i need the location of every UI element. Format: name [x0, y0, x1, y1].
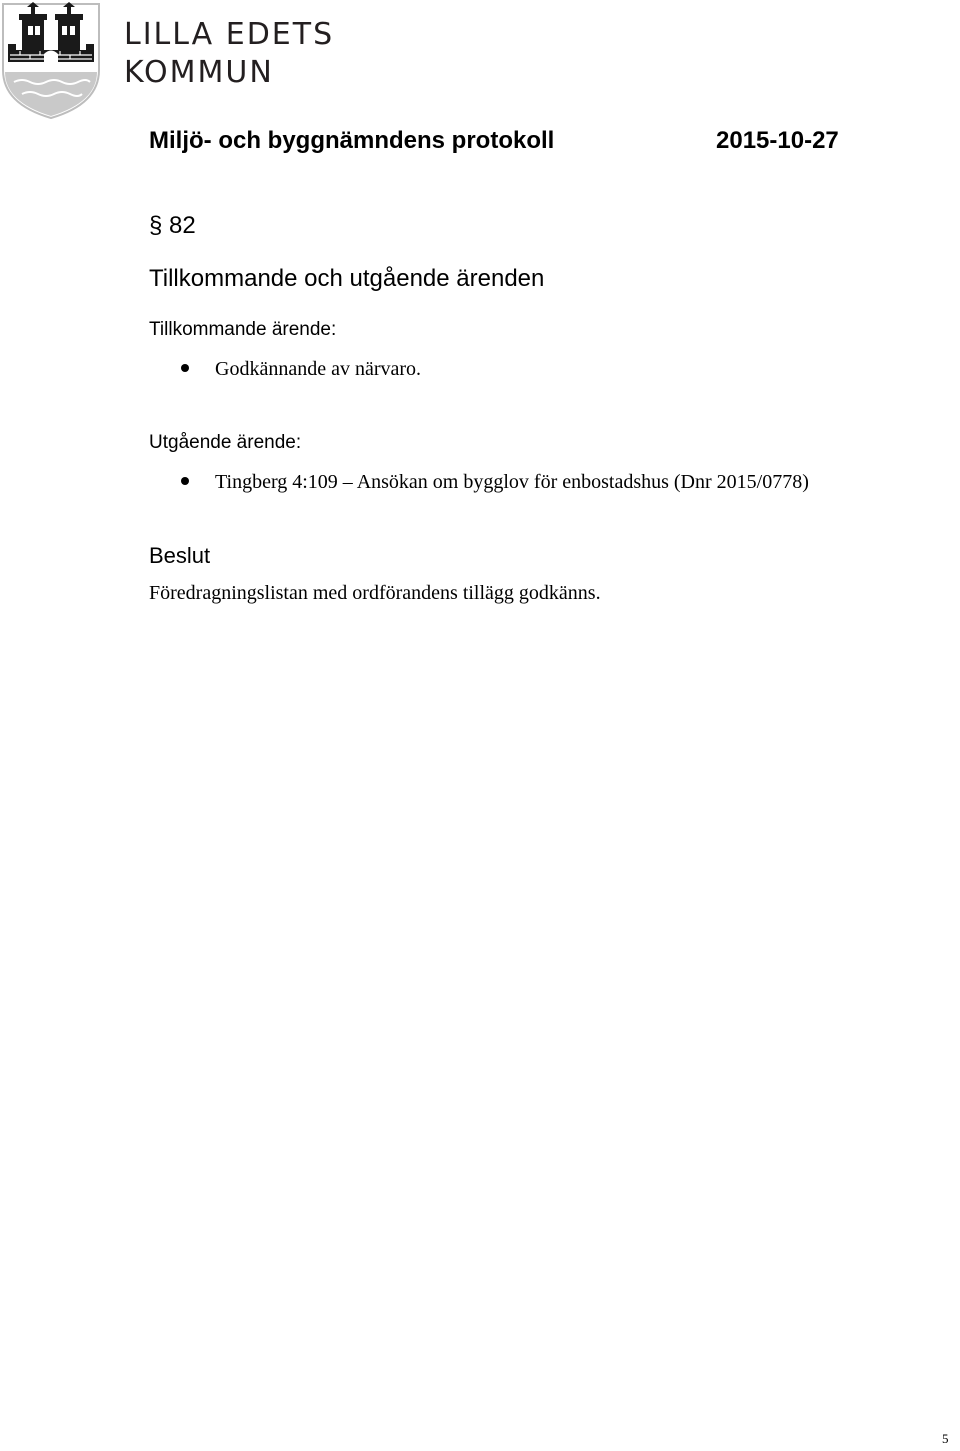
list-item-text: Godkännande av närvaro.	[215, 358, 422, 380]
document-date: 2015-10-27	[716, 127, 839, 154]
logo-line1: LILLA EDETS	[124, 17, 335, 52]
outgoing-heading: Utgående ärende:	[149, 432, 302, 453]
page-number: 5	[942, 1431, 949, 1446]
document-title: Miljö- och byggnämndens protokoll	[149, 127, 555, 154]
logo-line2: KOMMUN	[124, 55, 274, 90]
list-item	[181, 358, 421, 381]
list-item-text: Tingberg 4:109 – Ansökan om bygglov för enbostadshus (Dnr 2015/0778)	[215, 471, 809, 493]
coat-of-arms-icon	[0, 0, 102, 120]
bullet-icon	[181, 364, 189, 372]
incoming-heading: Tillkommande ärende:	[149, 319, 337, 340]
decision-heading: Beslut	[149, 543, 211, 568]
bullet-icon	[181, 477, 189, 485]
decision-text: Föredragningslistan med ordförandens tillägg godkänns.	[149, 582, 601, 604]
section-title: Tillkommande och utgående ärenden	[149, 265, 545, 292]
section-number: § 82	[149, 212, 196, 239]
list-item	[181, 471, 809, 494]
